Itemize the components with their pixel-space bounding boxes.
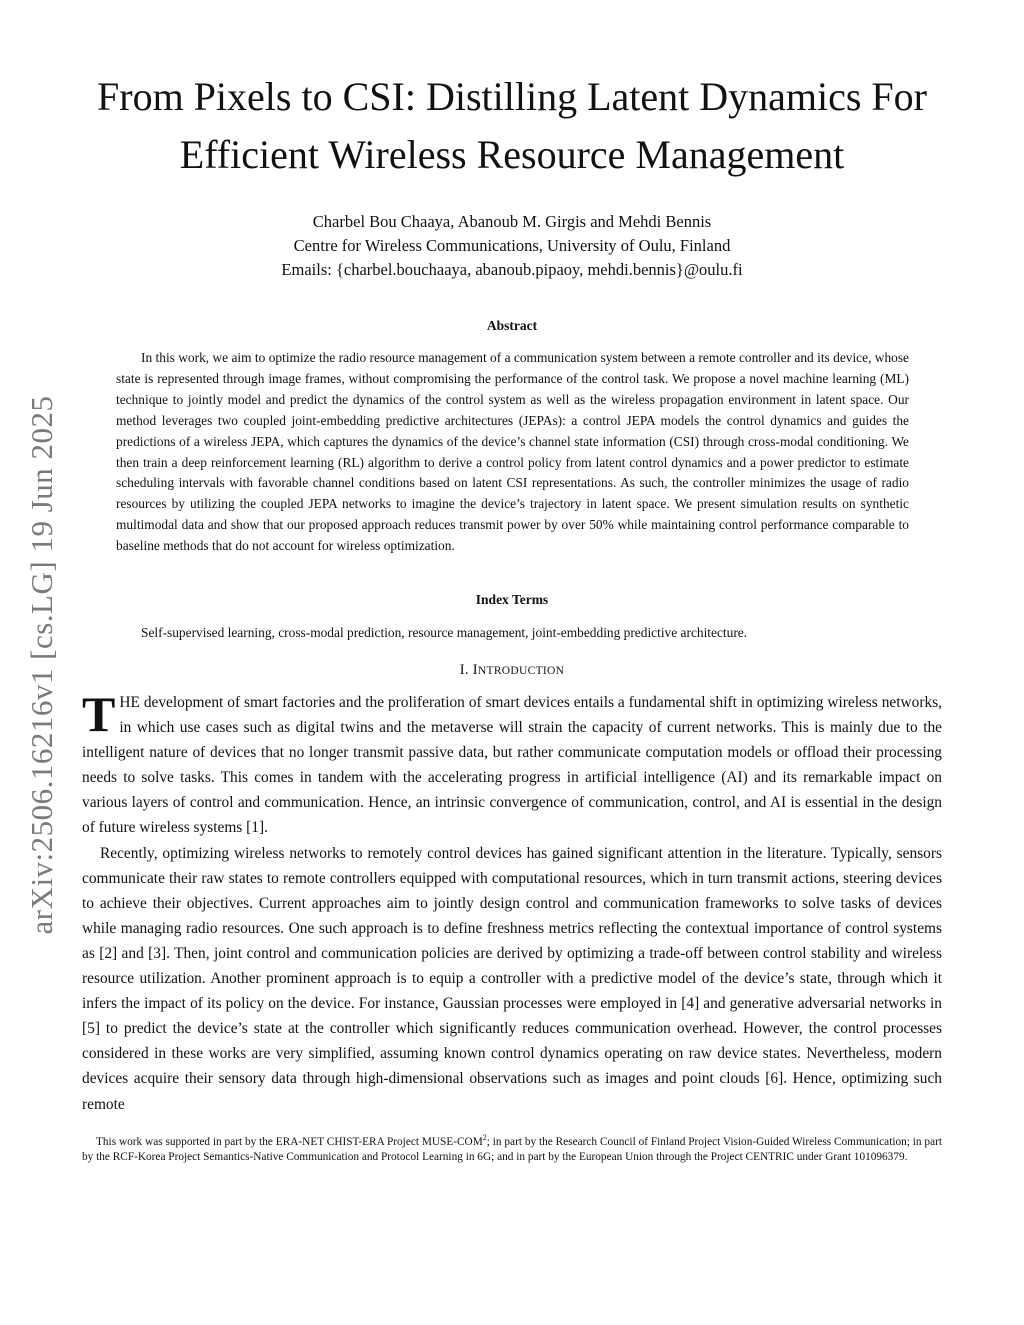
paragraph-1-text: development of smart factories and the proliferation of smart devices entails a fundamental shift in optimizing wireless networks, in which use cases such as digital twins and the metaverse will strain the capacity of current networks. This is mainly due to the intelligent nature of devices that no longer transmit passive data, but rather communicate computation models or offload their processing needs to solve tasks. This comes in tandem with the accelerating progress in artificial intelligence (AI) and its remarkable impact on various layers of control and communication. Hence, an intrinsic convergence of communication, control, and AI is essential in the design of future wireless systems [1]. [82, 694, 942, 837]
author-names: Charbel Bou Chaaya, Abanoub M. Girgis and Mehdi Bennis [312, 212, 712, 231]
author-emails: Emails: {charbel.bouchaaya, abanoub.pipaoy, mehdi.bennis}@oulu.fi [281, 260, 743, 279]
section-body [82, 686, 942, 1117]
paragraph-2: Recently, optimizing wireless networks to remotely control devices has gained significant attention in the literature. Typically, sensors communicate their raw states to remote controllers equipped with computational resources, which in turn transmit actions, steering devices to achieve their objectives. Current approaches aim to jointly design control and communication frameworks to solve tasks of devices while managing radio resources. One such approach is to define freshness metrics reflecting the contextual importance of control systems as [2] and [3]. Then, joint control and communication policies are derived by optimizing a trade-off between control stability and wireless resource utilization. Another prominent approach is to equip a controller with a predictive model of the device’s state, through which it infers the impact of its policy on the device. For instance, Gaussian processes were employed in [4] and generative adversarial networks in [5] to predict the device’s state at the controller which significantly reduces communication overhead. However, the control processes considered in these works are very simplified, assuming known control dynamics operating on raw device states. Nevertheless, modern devices acquire their sensory data through high-dimensional observations such as images and point clouds [6]. Hence, optimizing such remote [82, 844, 942, 1113]
section-heading-introduction [60, 662, 964, 679]
section-heading-rest: NTRODUCTION [477, 665, 565, 677]
footnote-part-1: This work was supported in part by the ERA-NET CHIST-ERA Project MUSE-COM [96, 1135, 483, 1148]
author-affiliation: Centre for Wireless Communications, University of Oulu, Finland [293, 236, 731, 255]
footnote-part-2: ; in part by the Research Council of Finland Project Vision-Guided Wireless Communication; in part by the RCF-Korea Project Semantics-Native Communication and Protocol Learning in 6G; and in part by the European Union through the Project CENTRIC under Grant 101096379. [82, 1135, 942, 1164]
index-terms-text: Self-supervised learning, cross-modal prediction, resource management, joint-embedding predictive architecture. [141, 625, 748, 640]
section-heading-cap: I [472, 662, 478, 678]
drop-cap: T [82, 686, 116, 742]
abstract [116, 348, 909, 557]
index-terms-heading: Index Terms [475, 592, 549, 607]
abstract-heading: Abstract [486, 318, 538, 333]
title-line-1: From Pixels to CSI: Distilling Latent Dynamics For [97, 74, 927, 119]
footnote-superscript: 2 [482, 1133, 487, 1142]
arxiv-identifier: arXiv:2506.16216v1 [cs.LG] 19 Jun 2025 [24, 395, 59, 935]
funding-footnote [82, 1130, 942, 1166]
paper-title [60, 68, 964, 184]
footnote-text [82, 1130, 942, 1166]
abstract-text: In this work, we aim to optimize the radio resource management of a communication system between a remote controller and its device, whose state is represented through image frames, without compromising the performance of the control task. We propose a novel machine learning (ML) technique to jointly model and predict the dynamics of the control system as well as the wireless propagation environment in latent space. Our method leverages two coupled joint-embedding predictive architectures (JEPAs): a control JEPA models the control dynamics and guides the predictions of a wireless JEPA, which captures the dynamics of the device’s channel state information (CSI) through cross-modal conditioning. We then train a deep reinforcement learning (RL) algorithm to derive a control policy from latent control dynamics and a power predictor to estimate scheduling intervals with favorable channel conditions based on latent CSI representations. As such, the controller minimizes the usage of radio resources by utilizing the coupled JEPA networks to imagine the device’s trajectory in latent space. We present simulation results on synthetic multimodal data and show that our proposed approach reduces transmit power by over 50% while maintaining control performance comparable to baseline methods that do not account for wireless optimization. [116, 350, 909, 554]
title-line-2: Efficient Wireless Resource Management [179, 132, 845, 177]
lead-in: HE [119, 694, 140, 711]
section-numeral: I. [459, 662, 469, 678]
author-block [60, 210, 964, 282]
paragraph [82, 686, 942, 841]
